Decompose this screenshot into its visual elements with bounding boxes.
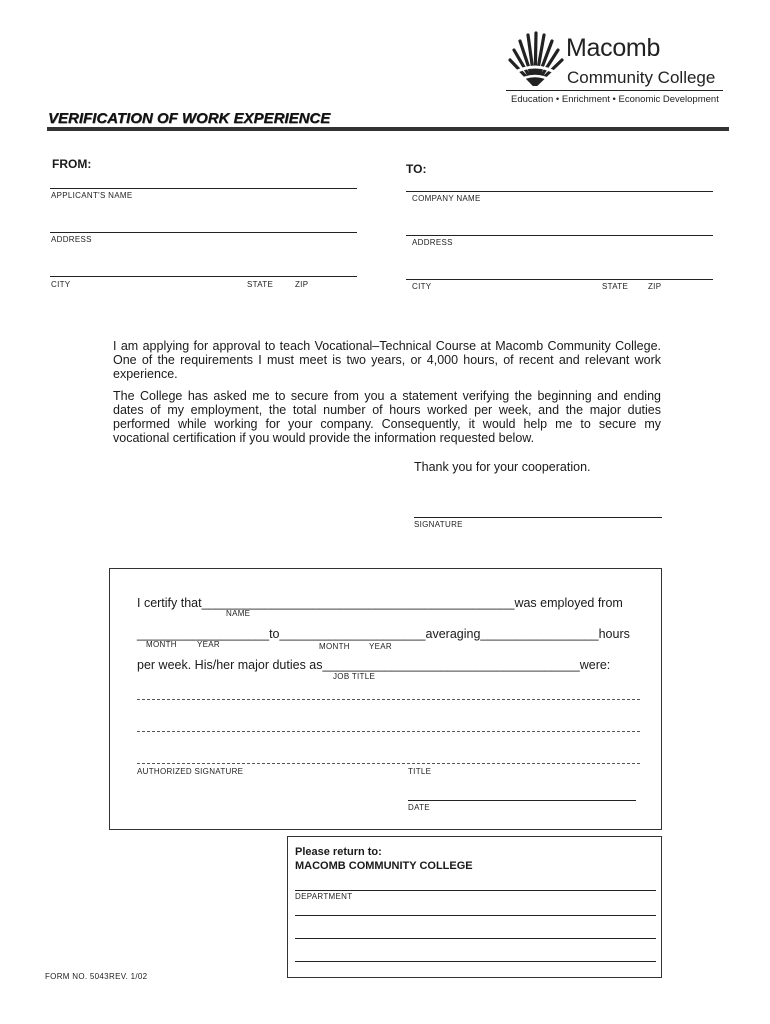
from-zip-label: ZIP	[295, 280, 309, 289]
start-year-label: YEAR	[197, 640, 220, 649]
signature-label: SIGNATURE	[414, 520, 463, 529]
logo-name: Macomb	[566, 34, 661, 62]
department-line[interactable]	[295, 890, 656, 891]
company-name-label: COMPANY NAME	[412, 194, 481, 203]
job-title-label: JOB TITLE	[333, 672, 376, 681]
return-address-line-1[interactable]	[295, 915, 656, 916]
to-state-label: STATE	[602, 282, 629, 291]
from-address-label: ADDRESS	[51, 235, 92, 244]
letter-paragraph-2: The College has asked me to secure from you a statement verifying the beginning and ending dates of my employment, the total number of hours worked per week, and the major duties performed while working for your company. Consequently, it would help me to secure my vocational certification if you would provide the information requested below.	[113, 389, 661, 445]
certify-line-1[interactable]: I certify that_____________________________________________was employed from	[137, 596, 623, 610]
logo-subname: Community College	[567, 68, 716, 87]
letter-paragraph-1: I am applying for approval to teach Vocational–Technical Course at Macomb Community College. One of the requirements I must meet is two years, or 4,000 hours, of recent and relevant work experience.	[113, 339, 661, 381]
date-line[interactable]	[408, 800, 636, 801]
from-heading: FROM:	[52, 157, 92, 171]
applicant-name-label: APPLICANT'S NAME	[51, 191, 133, 200]
return-heading: Please return to:	[295, 846, 382, 858]
sunburst-logo-icon	[506, 30, 564, 92]
to-city-line[interactable]	[406, 279, 713, 280]
date-label: DATE	[408, 803, 430, 812]
to-address-label: ADDRESS	[412, 238, 453, 247]
from-address-line[interactable]	[50, 232, 357, 233]
from-city-label: CITY	[51, 280, 71, 289]
department-label: DEPARTMENT	[295, 892, 353, 901]
return-address-line-2[interactable]	[295, 938, 656, 939]
employee-name-label: NAME	[226, 609, 251, 618]
from-city-line[interactable]	[50, 276, 357, 277]
authorized-signature-line[interactable]	[137, 763, 640, 764]
authorized-signature-label: AUTHORIZED SIGNATURE	[137, 767, 244, 776]
thank-you-text: Thank you for your cooperation.	[414, 460, 591, 474]
end-year-label: YEAR	[369, 642, 392, 651]
company-name-line[interactable]	[406, 191, 713, 192]
title-rule	[47, 127, 729, 131]
end-month-label: MONTH	[319, 642, 350, 651]
duties-line-1[interactable]	[137, 699, 640, 700]
to-heading: TO:	[406, 162, 427, 176]
signature-line[interactable]	[414, 517, 662, 518]
to-zip-label: ZIP	[648, 282, 662, 291]
certify-line-3[interactable]: per week. His/her major duties as_____________________________________were:	[137, 658, 611, 672]
from-state-label: STATE	[247, 280, 274, 289]
title-label: TITLE	[408, 767, 432, 776]
logo-rule	[506, 90, 723, 91]
duties-line-2[interactable]	[137, 731, 640, 732]
form-number: FORM NO. 5043	[45, 972, 109, 981]
start-month-label: MONTH	[146, 640, 177, 649]
college-logo	[506, 30, 726, 110]
return-college: MACOMB COMMUNITY COLLEGE	[295, 860, 473, 872]
form-revision: REV. 1/02	[109, 972, 148, 981]
form-title: VERIFICATION OF WORK EXPERIENCE	[48, 110, 331, 127]
to-city-label: CITY	[412, 282, 432, 291]
return-address-line-3[interactable]	[295, 961, 656, 962]
certify-line-2[interactable]: ___________________to_____________________averaging_________________hours	[137, 627, 630, 641]
logo-tagline: Education • Enrichment • Economic Development	[511, 94, 719, 105]
applicant-name-line[interactable]	[50, 188, 357, 189]
to-address-line[interactable]	[406, 235, 713, 236]
